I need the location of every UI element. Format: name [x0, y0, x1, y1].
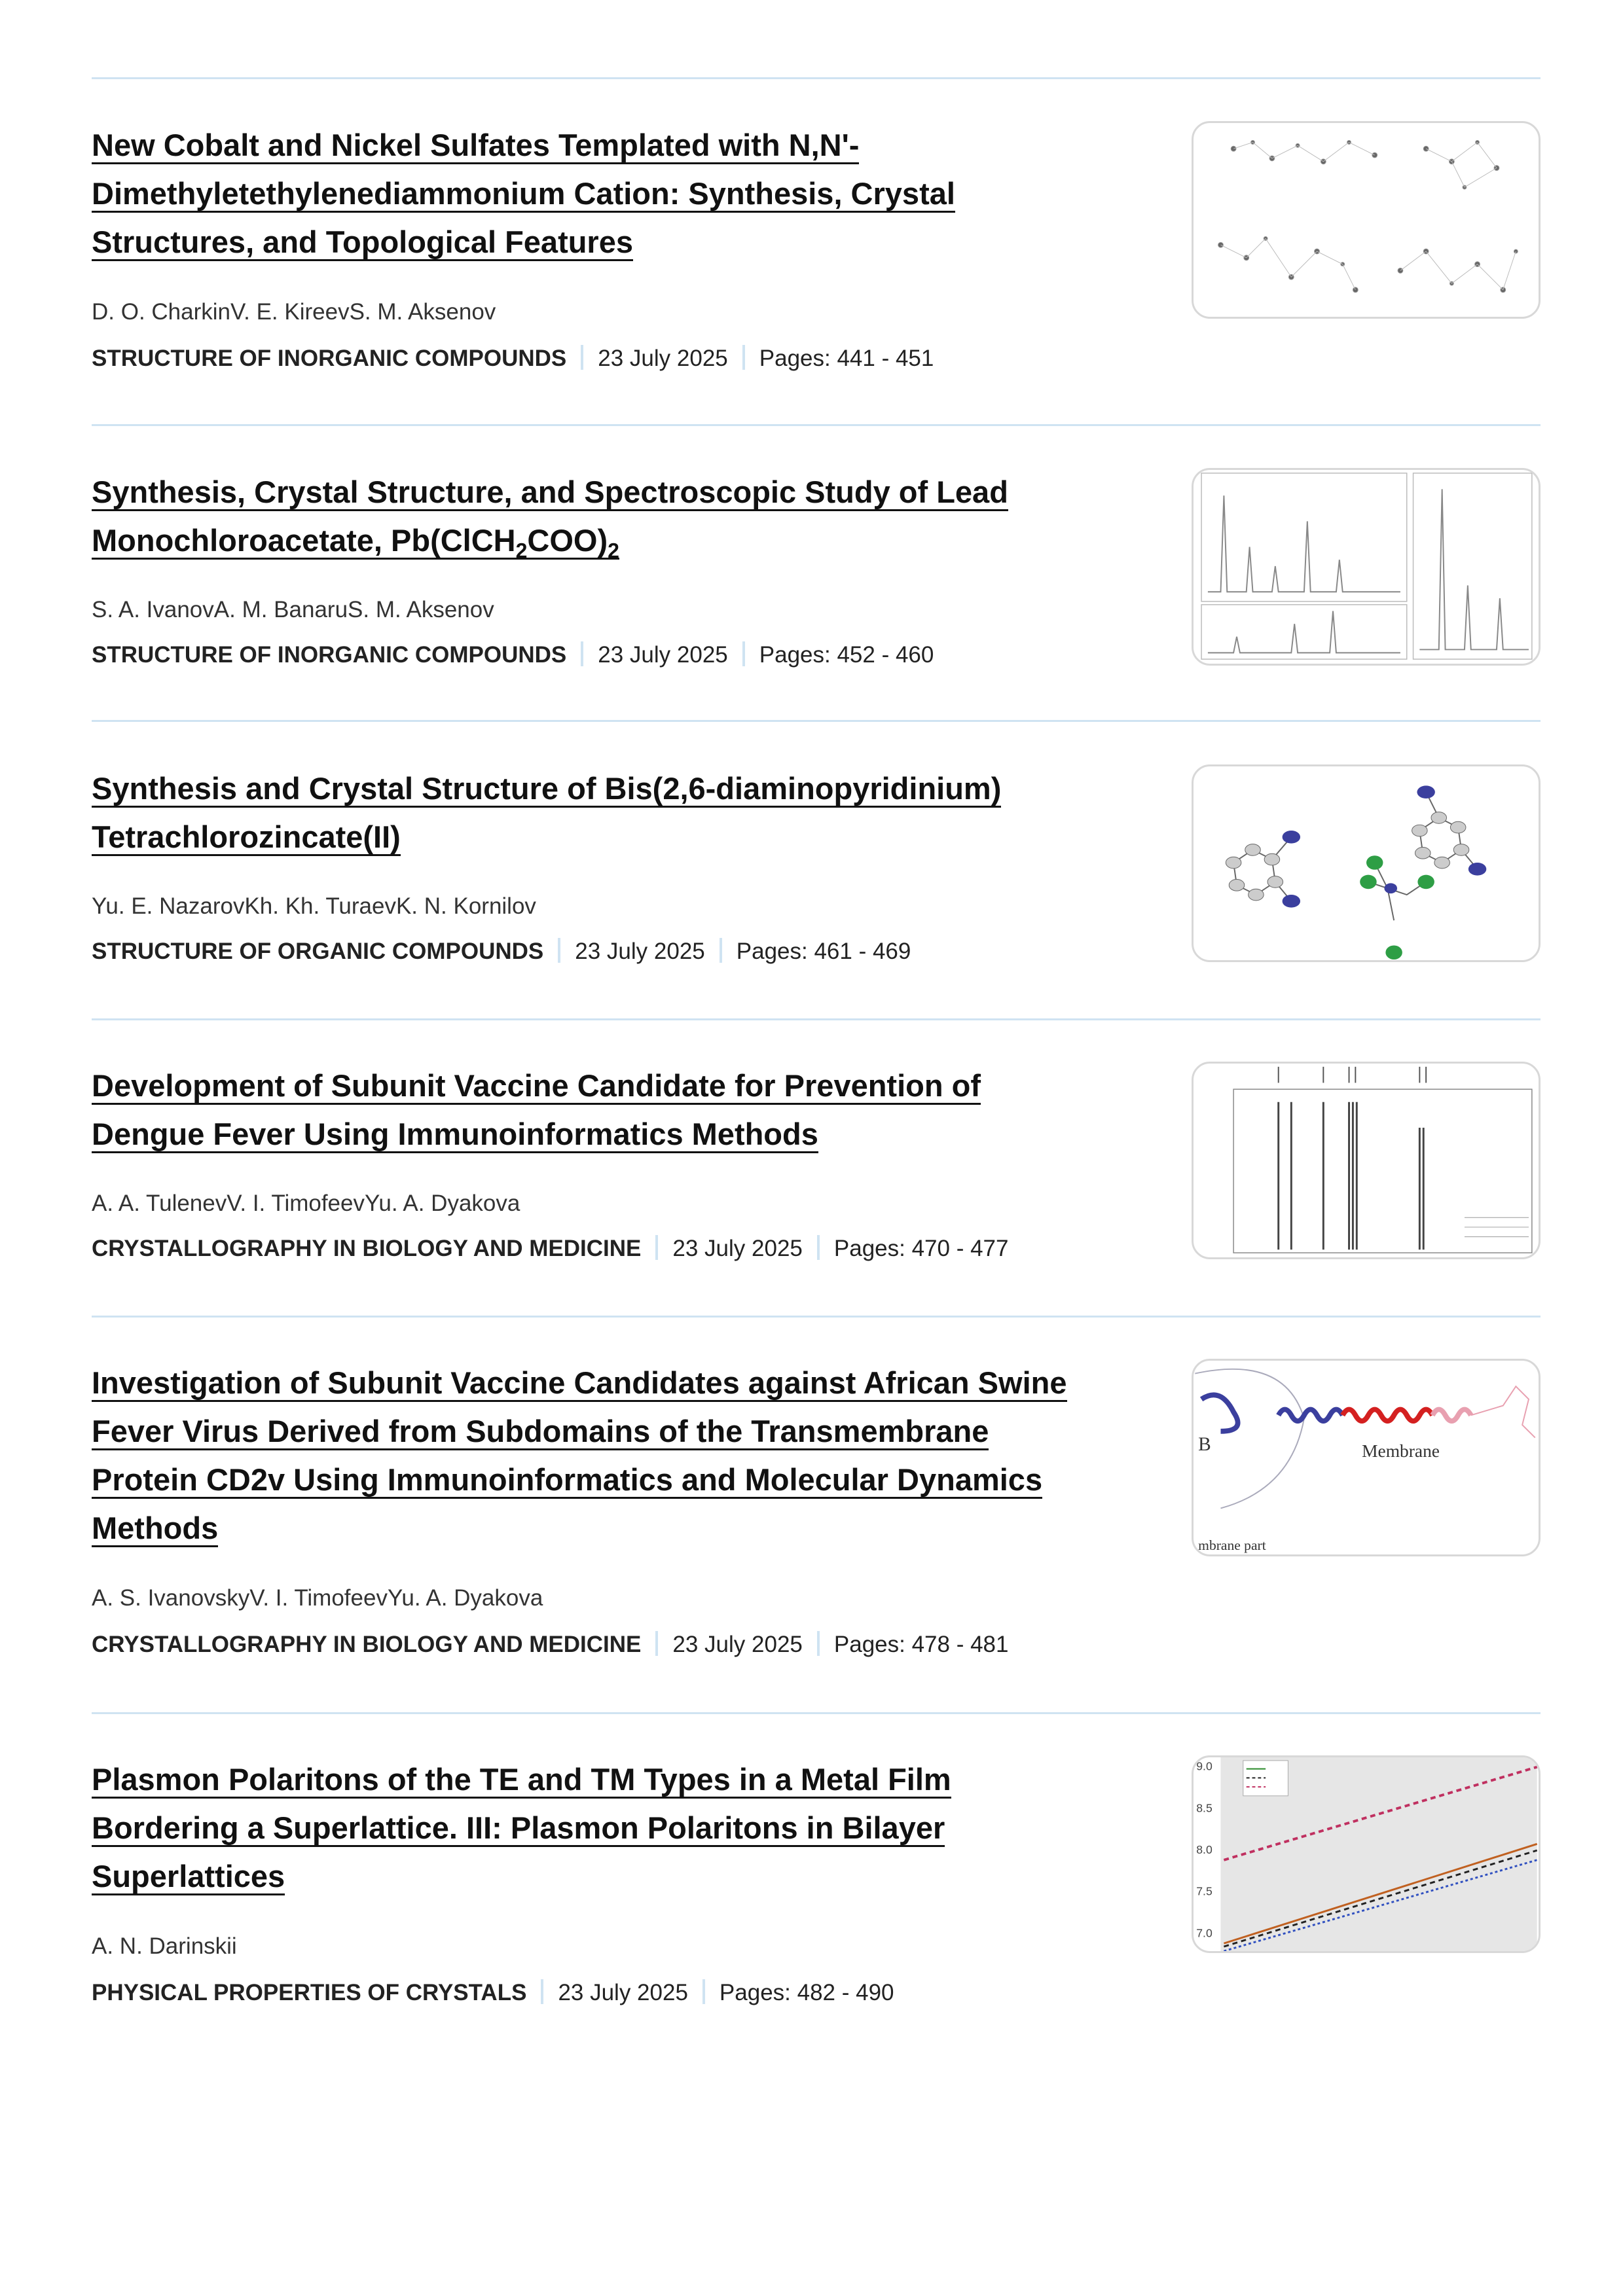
- thumbnail-label: mbrane part: [1198, 1537, 1266, 1554]
- article-pages: Pages: 461 - 469: [736, 939, 911, 964]
- article-title-link[interactable]: Fever Virus Derived from Subdomains of the Transmembrane: [92, 1414, 989, 1450]
- article-meta: [92, 1235, 1008, 1262]
- article-date: 23 July 2025: [598, 346, 728, 371]
- probability-plot-thumbnail[interactable]: [1192, 1062, 1541, 1259]
- title-subscript: 2: [515, 539, 528, 563]
- article-date: 23 July 2025: [672, 1632, 803, 1657]
- article-title-link[interactable]: Plasmon Polaritons of the TE and TM Types in a Metal Film: [92, 1762, 951, 1799]
- article-section[interactable]: STRUCTURE OF ORGANIC COMPOUNDS: [92, 939, 544, 964]
- article-section[interactable]: STRUCTURE OF INORGANIC COMPOUNDS: [92, 642, 567, 668]
- article-item: [92, 1755, 1541, 2030]
- divider: [92, 77, 1541, 79]
- article-authors: A. A. TulenevV. I. TimofeevYu. A. Dyakova: [92, 1191, 520, 1216]
- article-item: [92, 468, 1541, 697]
- protein-helix-thumbnail[interactable]: [1192, 1359, 1541, 1556]
- article-title[interactable]: [92, 121, 1165, 266]
- tick-label: 8.5: [1196, 1801, 1213, 1815]
- divider: [92, 424, 1541, 426]
- article-title-link[interactable]: Methods: [92, 1511, 218, 1547]
- article-title-link[interactable]: Superlattices: [92, 1859, 285, 1895]
- article-item: [92, 1062, 1541, 1291]
- line-plot-thumbnail[interactable]: [1192, 1755, 1541, 1953]
- article-meta: [92, 641, 934, 668]
- article-pages: Pages: 478 - 481: [833, 1632, 1009, 1657]
- article-title-link[interactable]: Tetrachlorozincate(II): [92, 819, 401, 856]
- article-title[interactable]: [92, 468, 1165, 575]
- article-title-link[interactable]: Dimethyletethylenediammonium Cation: Synthesis, Crystal: [92, 176, 955, 213]
- article-item: [92, 121, 1541, 396]
- thumbnail-label: Membrane: [1362, 1441, 1440, 1462]
- article-item: [92, 764, 1541, 994]
- article-title[interactable]: [92, 1062, 1165, 1158]
- article-title-link[interactable]: Synthesis and Crystal Structure of Bis(2,6-diaminopyridinium): [92, 771, 1001, 808]
- article-section[interactable]: PHYSICAL PROPERTIES OF CRYSTALS: [92, 1980, 527, 2005]
- article-authors: A. S. IvanovskyV. I. TimofeevYu. A. Dyakova: [92, 1585, 543, 1611]
- article-meta: [92, 938, 911, 965]
- article-title-link[interactable]: New Cobalt and Nickel Sulfates Templated with N,N'-: [92, 128, 859, 164]
- article-date: 23 July 2025: [598, 642, 728, 668]
- article-meta: [92, 345, 934, 372]
- article-section[interactable]: CRYSTALLOGRAPHY IN BIOLOGY AND MEDICINE: [92, 1236, 642, 1261]
- article-title-link[interactable]: [92, 523, 619, 563]
- article-authors: S. A. IvanovA. M. BanaruS. M. Aksenov: [92, 597, 494, 622]
- article-authors: D. O. CharkinV. E. KireevS. M. Aksenov: [92, 299, 496, 325]
- article-item: [92, 1359, 1541, 1699]
- tick-label: 7.5: [1196, 1884, 1213, 1898]
- title-text: Monochloroacetate, Pb(ClCH: [92, 523, 516, 558]
- article-title-link[interactable]: Dengue Fever Using Immunoinformatics Methods: [92, 1117, 818, 1153]
- article-date: 23 July 2025: [672, 1236, 803, 1261]
- divider: [92, 1712, 1541, 1714]
- article-meta: [92, 1631, 1008, 1658]
- article-meta: [92, 1979, 894, 2006]
- spectra-thumbnail[interactable]: [1192, 468, 1541, 666]
- article-section[interactable]: CRYSTALLOGRAPHY IN BIOLOGY AND MEDICINE: [92, 1632, 642, 1657]
- article-title[interactable]: [92, 1359, 1165, 1552]
- molecule-thumbnail[interactable]: [1192, 764, 1541, 962]
- article-title-link[interactable]: Development of Subunit Vaccine Candidate for Prevention of: [92, 1068, 981, 1105]
- article-date: 23 July 2025: [575, 939, 705, 964]
- divider: [92, 1018, 1541, 1020]
- crystal-structure-thumbnail[interactable]: [1192, 121, 1541, 319]
- thumbnail-label: B: [1198, 1434, 1211, 1456]
- article-title-link[interactable]: Synthesis, Crystal Structure, and Spectroscopic Study of Lead: [92, 475, 1008, 511]
- divider: [92, 1316, 1541, 1318]
- article-pages: Pages: 452 - 460: [759, 642, 934, 668]
- article-date: 23 July 2025: [558, 1980, 688, 2005]
- article-title[interactable]: [92, 764, 1165, 861]
- article-title[interactable]: [92, 1755, 1165, 1901]
- article-pages: Pages: 441 - 451: [759, 346, 934, 371]
- tick-label: 9.0: [1196, 1759, 1213, 1773]
- tick-label: 8.0: [1196, 1843, 1213, 1857]
- title-subscript: 2: [608, 539, 619, 563]
- article-title-link[interactable]: Structures, and Topological Features: [92, 224, 633, 261]
- article-section[interactable]: STRUCTURE OF INORGANIC COMPOUNDS: [92, 346, 567, 371]
- article-authors: Yu. E. NazarovKh. Kh. TuraevK. N. Kornilov: [92, 893, 536, 919]
- article-authors: A. N. Darinskii: [92, 1933, 237, 1959]
- article-title-link[interactable]: Bordering a Superlattice. III: Plasmon Polaritons in Bilayer: [92, 1810, 945, 1847]
- article-title-link[interactable]: Investigation of Subunit Vaccine Candidates against African Swine: [92, 1365, 1067, 1402]
- article-pages: Pages: 482 - 490: [719, 1980, 894, 2005]
- divider: [92, 720, 1541, 722]
- title-text: COO): [527, 523, 608, 558]
- tick-label: 7.0: [1196, 1926, 1213, 1940]
- article-title-link[interactable]: Protein CD2v Using Immunoinformatics and Molecular Dynamics: [92, 1462, 1042, 1499]
- article-pages: Pages: 470 - 477: [833, 1236, 1009, 1261]
